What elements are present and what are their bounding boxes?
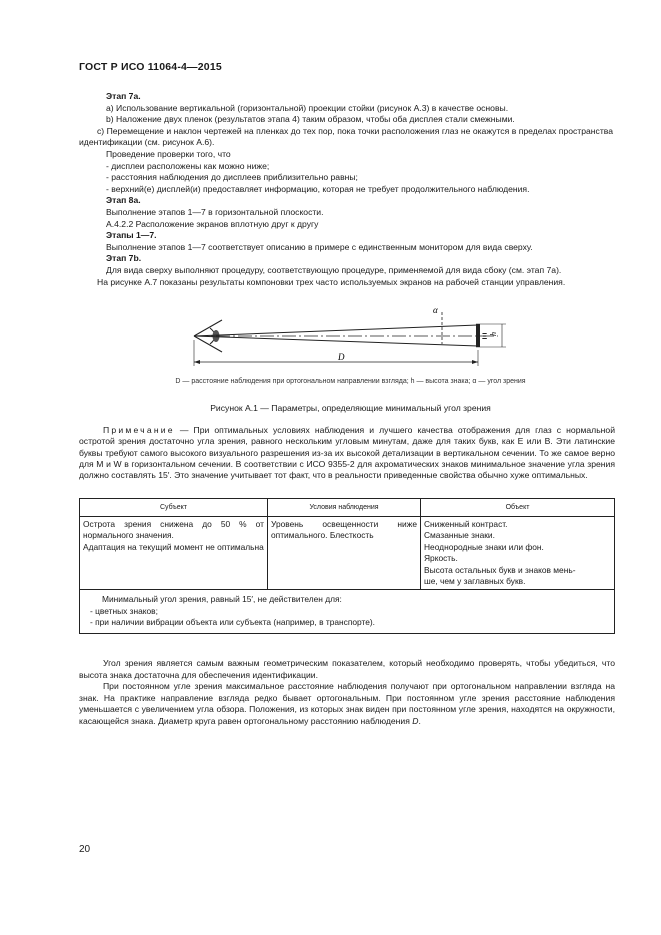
step-7a-b: b) Наложение двух пленок (результатов этапа 4) таким образом, чтобы оба дисплея стали смежными. [106, 114, 515, 125]
page-number: 20 [79, 844, 91, 855]
document-header: ГОСТ Р ИСО 11064-4—2015 [79, 61, 222, 73]
step-7a-title: Этап 7а. [106, 91, 141, 101]
upper-sight-line [194, 325, 478, 336]
check-intro: Проведение проверки того, что [106, 148, 231, 159]
note-text: — При оптимальных условиях наблюдения и лучшего качества отображения для глаз с нормальной остротой зрения достаточно угла зрения, равного нескольким угловым минутам, даже для таких букв, как E или B. Эти латинские буквы требуют самого высокого визуального разрешения из-за их высокой детализации в вертикальном сечении. То же самое верно для M и W в горизонтальном сечении. В соответствии с ИСО 9355-2 для ахроматических знаков минимальное значение угла зрения должно составлять 15′. Это значение учитывает тот факт, что в реальности приведенные свойства обычно хуже оптимальных. [79, 425, 615, 481]
cell-subject [80, 517, 268, 590]
figure-legend: D — расстояние наблюдения при ортогональном направлении взгляда; h — высота знака; α — угол зрения [175, 378, 526, 385]
step-7b-title: Этап 7b. [106, 253, 142, 264]
check-item-1: - дисплеи расположены как можно ниже; [106, 160, 270, 171]
footer-line-2: - цветных знаков; [90, 605, 158, 616]
check-item-3: - верхний(е) дисплей(и) предоставляет информацию, которая не требует продолжительного наблюдения. [106, 183, 530, 194]
object-line-4: Яркость. [424, 553, 458, 564]
subject-line-1: Острота зрения снижена до 50 % от нормального значения. [83, 519, 264, 541]
viewing-angle-figure [180, 298, 510, 370]
conditions-table [79, 498, 615, 634]
object-line-5: Высота остальных букв и знаков мень- [424, 564, 576, 575]
closing-paragraph-2-d: D [412, 715, 419, 726]
footer-line-3: - при наличии вибрации объекта или субъекта (например, в транспорте). [90, 617, 376, 628]
sign-bar [476, 324, 480, 347]
note-label: Примечание [103, 425, 175, 435]
sign-symbol: Ξ [482, 332, 488, 341]
subject-line-2: Адаптация на текущий момент не оптимальна [83, 541, 264, 552]
lower-sight-line [194, 336, 478, 346]
step-7a-a: a) Использование вертикальной (горизонтальной) проекции стойки (рисунок А.3) в качестве основы. [106, 102, 509, 113]
step-7a-c: c) Перемещение и наклон чертежей на пленках до тех пор, пока точки расположения глаз не окажутся в пределах пространства идентификации (см. рисунок А.6). [79, 125, 613, 148]
procedure-text [79, 91, 613, 288]
closing-paragraph-2-text: При постоянном угле зрения максимальное расстояние наблюдения получают при ортогональном направлении взгляда на знак. На практике направление взгляда редко бывает ортогональным. При постоянном угле зрения расстояние наблюдения уменьшается с увеличением угла обзора. Положения, из которых знак виден при постоянном угле зрения, находятся на окружности, касающейся знака. Диаметр круга равен ортогональному расстоянию наблюдения [79, 681, 615, 726]
object-line-3: Неоднородные знаки или фон. [424, 541, 544, 552]
steps-1-7-title: Этапы 1—7. [106, 230, 157, 241]
h-label: h [489, 332, 498, 336]
closing-paragraph-2 [79, 681, 615, 727]
object-line-1: Сниженный контраст. [424, 519, 508, 529]
step-8a-text: Выполнение этапов 1—7 в горизонтальной плоскости. [106, 206, 324, 217]
section-a-4-2-2: А.4.2.2 Расположение экранов вплотную друг к другу [106, 218, 319, 229]
figure-caption: Рисунок А.1 — Параметры, определяющие минимальный угол зрения [210, 403, 491, 413]
closing-text [79, 658, 615, 728]
table-header-subject: Субъект [80, 499, 268, 517]
steps-1-7-text: Выполнение этапов 1—7 соответствует описанию в примере с единственным монитором для вида сверху. [106, 241, 533, 252]
step-7b-text: Для вида сверху выполняют процедуру, соответствующую процедуре, применяемой для вида сбоку (см. этап 7а). [106, 264, 562, 275]
closing-paragraph-1: Угол зрения является самым важным геометрическим показателем, который необходимо проверять, чтобы убедиться, что высота знака достаточна для обеспечения идентификации. [79, 658, 615, 680]
table-footer-row [80, 590, 615, 633]
check-item-2: - расстояния наблюдения до дисплеев приблизительно равны; [106, 172, 358, 183]
object-line-6: ше, чем у заглавных букв. [424, 576, 526, 587]
footer-line-1: Минимальный угол зрения, равный 15′, не действителен для: [102, 594, 342, 605]
table-row [80, 517, 615, 590]
table-footer-cell [80, 590, 615, 633]
table-header-object: Объект [421, 499, 615, 517]
table-header-conditions: Условия наблюдения [268, 499, 421, 517]
d-label: D [338, 352, 345, 362]
object-line-2: Смазанные знаки. [424, 530, 495, 541]
cell-conditions: Уровень освещенности ниже оптимального. Блесткость [268, 517, 421, 590]
table-header-row [80, 499, 615, 517]
alpha-label: α [433, 305, 438, 315]
closing-paragraph-2-end: . [418, 715, 421, 726]
cell-object [421, 517, 615, 590]
figure-a7-text: На рисунке А.7 показаны результаты компоновки трех часто используемых экранов на рабочей станции управления. [97, 276, 566, 287]
step-8a-title: Этап 8а. [106, 195, 141, 206]
note-block [79, 425, 615, 481]
